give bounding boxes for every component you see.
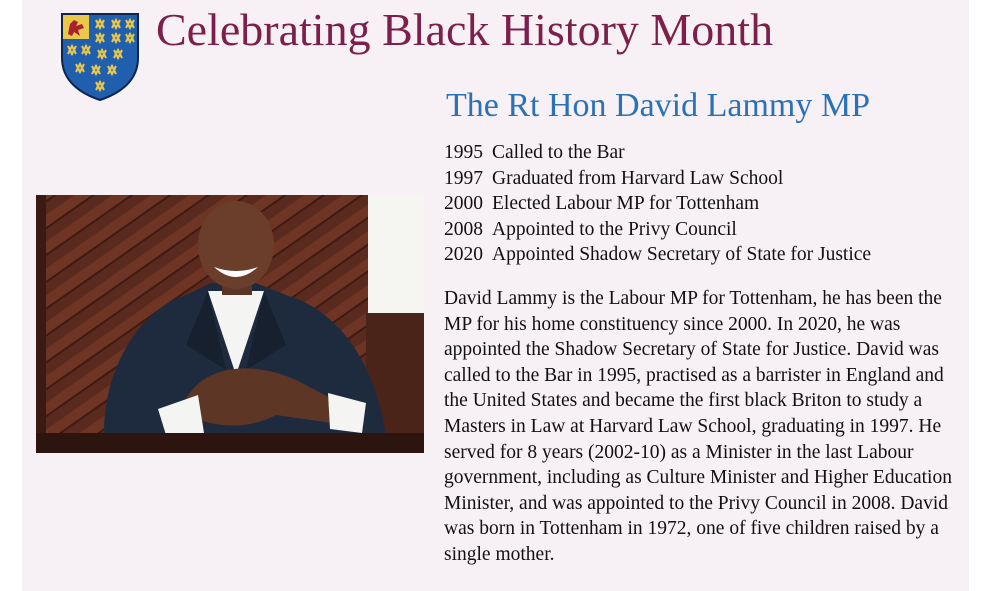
poster-page xyxy=(22,0,969,591)
profile-name: The Rt Hon David Lammy MP xyxy=(446,87,871,124)
timeline-item xyxy=(444,140,964,166)
timeline-event: Graduated from Harvard Law School xyxy=(492,167,784,189)
college-crest-icon xyxy=(60,12,140,102)
timeline-year: 1997 xyxy=(444,167,483,189)
timeline-year: 2020 xyxy=(444,244,483,265)
timeline-year: 2000 xyxy=(444,193,483,214)
timeline-list xyxy=(444,140,964,268)
timeline-year: 1995 xyxy=(444,142,483,163)
timeline-item xyxy=(444,166,964,192)
biography-text: David Lammy is the Labour MP for Tottenham, he has been the MP for his home constituency since 2000. In 2020, he was appointed the Shadow Secretary of State for Justice. David was called to the Bar in 1995, practised as a barrister in England and the United States and became the first black Briton to study a Masters in Law at Harvard Law School, graduating in 1997. He served for 8 years (2002-10) as a Minister in the last Labour government, including as Culture Minister and Higher Education Minister, and was appointed to the Privy Council in 2008. David was born in Tottenham in 1972, one of five children raised by a single mother. xyxy=(444,288,952,565)
portrait-photo xyxy=(36,195,424,453)
timeline-event: Called to the Bar xyxy=(492,142,625,163)
timeline-year: 2008 xyxy=(444,218,483,240)
timeline-item xyxy=(444,242,964,268)
timeline-event: Appointed Shadow Secretary of State for Justice xyxy=(492,244,872,265)
timeline-event: Elected Labour MP for Tottenham xyxy=(492,193,760,214)
timeline-item xyxy=(444,191,964,217)
timeline-event: Appointed to the Privy Council xyxy=(492,218,737,240)
timeline-item xyxy=(444,217,964,243)
page-title: Celebrating Black History Month xyxy=(156,4,774,55)
